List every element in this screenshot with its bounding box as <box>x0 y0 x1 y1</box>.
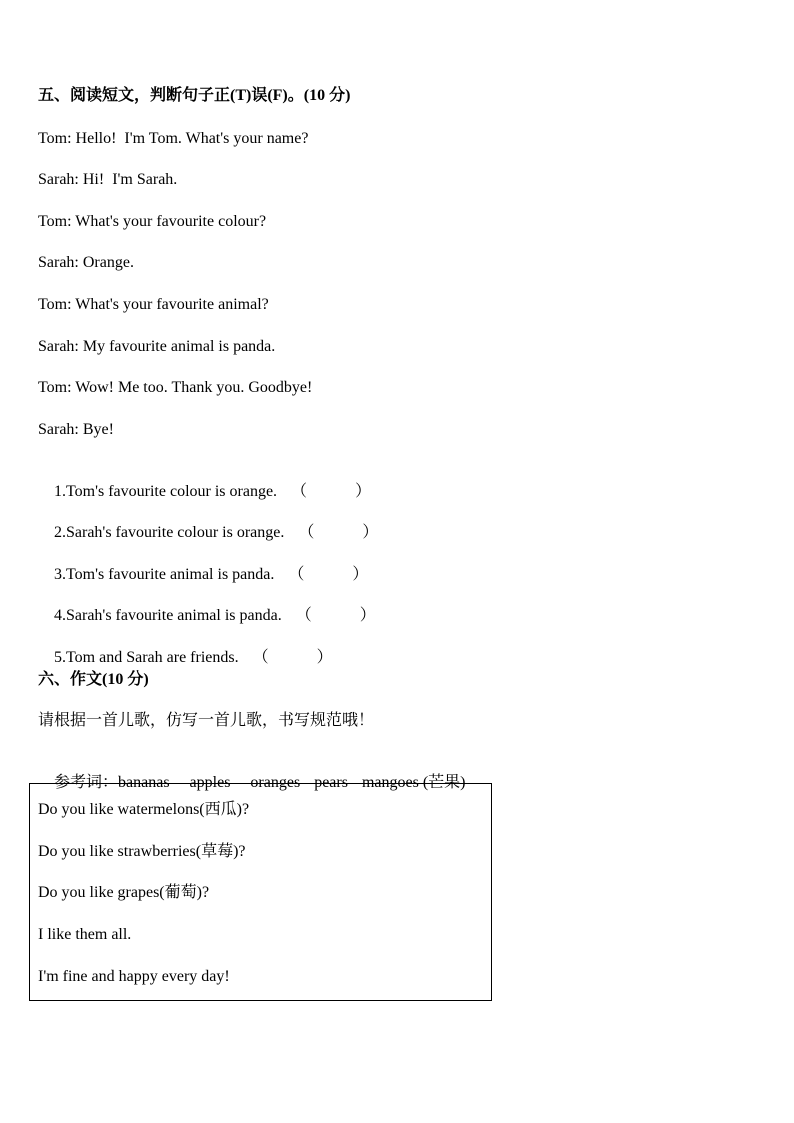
open-paren: （ <box>295 607 312 624</box>
close-paren: ） <box>362 524 379 541</box>
question-text: 1.Tom's favourite colour is orange. <box>54 483 278 500</box>
answer-blank[interactable] <box>296 606 376 626</box>
close-paren: ） <box>359 607 376 624</box>
answer-blank[interactable] <box>298 523 378 543</box>
dialogue-line: Tom: Wow! Me too. Thank you. Goodbye! <box>38 379 313 396</box>
dialogue-line: Sarah: Hi! I'm Sarah. <box>38 171 178 188</box>
close-paren: ） <box>316 649 333 666</box>
section6-title: 六、作文(10 分) <box>38 671 149 688</box>
poem-line: I'm fine and happy every day! <box>38 968 230 985</box>
question-text: 4.Sarah's favourite animal is panda. <box>54 607 282 624</box>
question-text: 5.Tom and Sarah are friends. <box>54 649 239 666</box>
question-text: 3.Tom's favourite animal is panda. <box>54 566 275 583</box>
dialogue-line: Tom: Hello! I'm Tom. What's your name? <box>38 130 309 147</box>
answer-blank[interactable] <box>288 565 368 585</box>
open-paren: （ <box>298 524 315 541</box>
reference-word: pears <box>314 774 348 791</box>
answer-blank[interactable] <box>291 482 371 502</box>
dialogue-line: Tom: What's your favourite animal? <box>38 296 269 313</box>
reference-word: oranges <box>250 774 301 791</box>
poem-line: Do you like watermelons(西瓜)? <box>38 801 250 818</box>
poem-line: Do you like strawberries(草莓)? <box>38 843 246 860</box>
reference-label: 参考词： <box>54 774 119 791</box>
dialogue-line: Sarah: My favourite animal is panda. <box>38 338 276 355</box>
open-paren: （ <box>288 566 305 583</box>
poem-line: I like them all. <box>38 926 132 943</box>
answer-blank[interactable] <box>253 648 333 668</box>
dialogue-line: Tom: What's your favourite colour? <box>38 213 267 230</box>
close-paren: ） <box>355 483 372 500</box>
reference-word: apples <box>189 774 231 791</box>
section5-title: 五、阅读短文，判断句子正(T)误(F)。(10 分) <box>38 87 351 104</box>
poem-line: Do you like grapes(葡萄)? <box>38 884 210 901</box>
open-paren: （ <box>252 649 269 666</box>
sample-poem-box <box>29 783 492 1001</box>
writing-instruction: 请根据一首儿歌，仿写一首儿歌，书写规范哦！ <box>38 712 375 729</box>
close-paren: ） <box>352 566 369 583</box>
open-paren: （ <box>291 483 308 500</box>
dialogue-line: Sarah: Orange. <box>38 254 134 271</box>
reference-word: bananas <box>118 774 170 791</box>
question-text: 2.Sarah's favourite colour is orange. <box>54 524 285 541</box>
dialogue-line: Sarah: Bye! <box>38 421 114 438</box>
reference-word: mangoes (芒果) <box>361 774 466 791</box>
